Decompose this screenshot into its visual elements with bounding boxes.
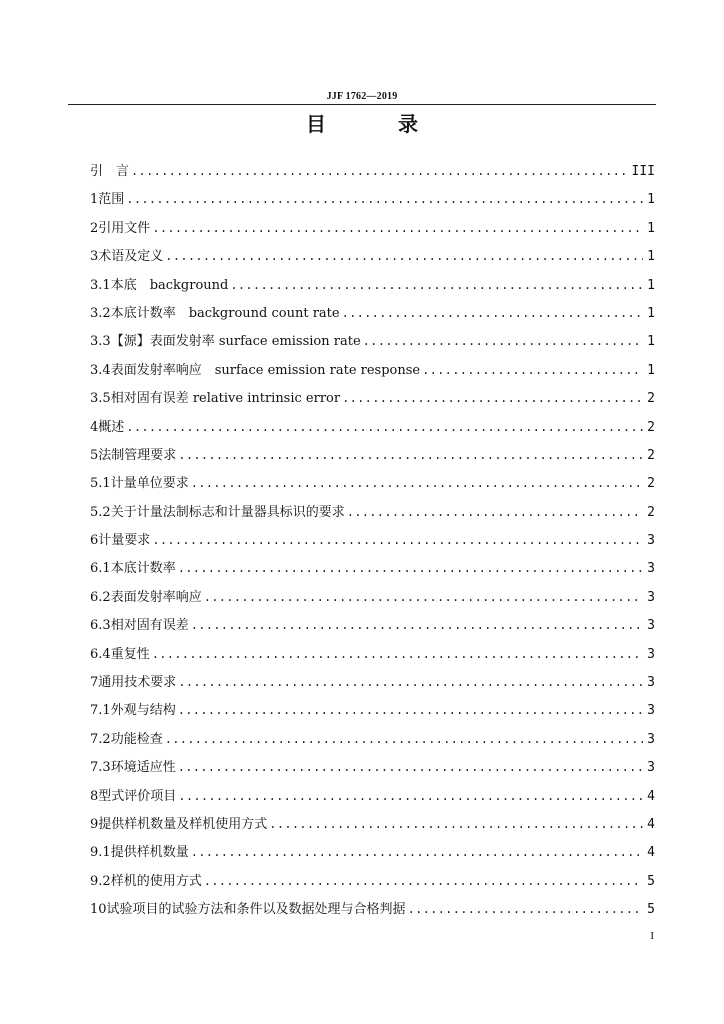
toc-leader-dots: [126, 185, 643, 213]
toc-entry-number: 3.4: [90, 362, 111, 378]
toc-leader-dots: [269, 810, 643, 838]
table-of-contents: [90, 157, 655, 924]
toc-entry[interactable]: [90, 611, 655, 639]
toc-leader-dots: [178, 554, 643, 582]
toc-leader-dots: [230, 271, 643, 299]
toc-page-ref: 3: [647, 703, 655, 719]
toc-entry-number: 3.2: [90, 305, 111, 321]
toc-entry[interactable]: [90, 554, 655, 582]
toc-page-ref: 3: [647, 561, 655, 577]
toc-page-ref: 5: [647, 902, 655, 918]
toc-entry-number: 9.1: [90, 845, 111, 861]
toc-entry[interactable]: [90, 157, 655, 185]
toc-entry-number: 5.1: [90, 476, 111, 492]
toc-leader-dots: [191, 611, 643, 639]
toc-leader-dots: [126, 413, 643, 441]
toc-page-ref: III: [631, 164, 655, 179]
toc-page-ref: 1: [647, 334, 655, 350]
toc-entry-title: 术语及定义: [98, 249, 164, 265]
toc-entry-number: 7.3: [90, 760, 111, 776]
toc-leader-dots: [191, 469, 643, 497]
toc-leader-dots: [152, 526, 643, 554]
toc-leader-dots: [178, 753, 643, 781]
toc-entry[interactable]: [90, 640, 655, 668]
toc-entry-number: 6.3: [90, 618, 111, 634]
toc-entry-title: 【源】表面发射率 surface emission rate: [110, 334, 361, 350]
toc-entry-number: 7.1: [90, 703, 111, 719]
toc-leader-dots: [347, 498, 643, 526]
toc-entry-title: 本底计数率 background count rate: [110, 305, 340, 321]
toc-entry-number: 2: [90, 220, 99, 236]
toc-entry-number: 3.1: [90, 277, 111, 293]
toc-entry-title: 引用文件: [98, 220, 151, 236]
toc-page-ref: 3: [647, 589, 655, 605]
toc-entry[interactable]: [90, 356, 655, 384]
toc-page-ref: 3: [647, 675, 655, 691]
toc-entry-title: 功能检查: [110, 731, 163, 747]
toc-title: 目 录: [306, 112, 444, 136]
toc-entry-number: 3.5: [90, 391, 111, 407]
toc-page-ref: 4: [647, 845, 655, 861]
toc-page-ref: 4: [647, 788, 655, 804]
toc-entry-number: 6.4: [90, 646, 111, 662]
toc-entry-title: 外观与结构: [110, 703, 176, 719]
toc-entry-number: 10: [90, 902, 107, 918]
toc-entry-title: 概述: [98, 419, 125, 435]
toc-entry[interactable]: [90, 413, 655, 441]
toc-entry-title: 计量单位要求: [110, 476, 189, 492]
toc-entry-number: 4: [90, 419, 99, 435]
toc-page-ref: 3: [647, 731, 655, 747]
toc-page-ref: 1: [647, 362, 655, 378]
toc-entry-number: 5.2: [90, 504, 111, 520]
toc-leader-dots: [165, 725, 643, 753]
toc-page-ref: 5: [647, 873, 655, 889]
toc-entry-number: 8: [90, 788, 99, 804]
toc-entry-number: 7: [90, 675, 99, 691]
toc-leader-dots: [178, 782, 643, 810]
toc-entry[interactable]: [90, 271, 655, 299]
toc-entry-number: 5: [90, 447, 99, 463]
toc-entry[interactable]: [90, 725, 655, 753]
toc-page-ref: 2: [647, 447, 655, 463]
toc-entry-number: 6.1: [90, 561, 111, 577]
toc-page-ref: 3: [647, 618, 655, 634]
toc-leader-dots: [342, 384, 643, 412]
toc-entry-number: 1: [90, 192, 99, 208]
toc-entry-title: 型式评价项目: [98, 788, 177, 804]
toc-page-ref: 2: [647, 391, 655, 407]
toc-entry-title: 相对固有误差: [110, 618, 189, 634]
toc-leader-dots: [408, 895, 644, 923]
toc-entry[interactable]: [90, 696, 655, 724]
toc-leader-dots: [178, 696, 643, 724]
toc-entry-number: 3.3: [90, 334, 111, 350]
toc-leader-dots: [191, 838, 643, 866]
toc-entry-number: 7.2: [90, 731, 111, 747]
toc-entry-title: 重复性: [110, 646, 150, 662]
toc-page-ref: 2: [647, 476, 655, 492]
standard-code-header: JJF 1762—2019: [326, 91, 398, 102]
toc-page-ref: 2: [647, 504, 655, 520]
toc-entry-number: 6: [90, 533, 99, 549]
toc-entry[interactable]: [90, 838, 655, 866]
toc-entry[interactable]: [90, 753, 655, 781]
toc-page-ref: 1: [647, 192, 655, 208]
toc-page-ref: 4: [647, 816, 655, 832]
toc-page-ref: 2: [647, 419, 655, 435]
toc-entry-title: 通用技术要求: [98, 675, 177, 691]
toc-entry[interactable]: [90, 668, 655, 696]
toc-page-ref: 3: [647, 760, 655, 776]
toc-entry-title: 试验项目的试验方法和条件以及数据处理与合格判据: [106, 902, 406, 918]
toc-entry[interactable]: [90, 384, 655, 412]
toc-leader-dots: [204, 583, 643, 611]
toc-entry[interactable]: [90, 242, 655, 270]
toc-page-ref: 3: [647, 646, 655, 662]
toc-leader-dots: [204, 867, 643, 895]
toc-entry[interactable]: [90, 810, 655, 838]
toc-page-ref: 1: [647, 305, 655, 321]
toc-entry-title: 提供样机数量: [110, 845, 189, 861]
toc-entry-title: 相对固有误差 relative intrinsic error: [110, 391, 341, 407]
toc-entry-title: 范围: [98, 192, 125, 208]
toc-entry[interactable]: [90, 498, 655, 526]
toc-entry[interactable]: [90, 327, 655, 355]
toc-leader-dots: [152, 214, 643, 242]
toc-leader-dots: [363, 327, 644, 355]
toc-leader-dots: [342, 299, 644, 327]
toc-entry-number: 3: [90, 249, 99, 265]
toc-entry-title: 提供样机数量及样机使用方式: [98, 816, 268, 832]
toc-entry-number: 9: [90, 816, 99, 832]
toc-entry[interactable]: [90, 782, 655, 810]
toc-entry[interactable]: [90, 867, 655, 895]
toc-leader-dots: [178, 441, 643, 469]
toc-entry-title: 样机的使用方式: [110, 873, 202, 889]
toc-page-ref: 1: [647, 277, 655, 293]
toc-entry-title: 表面发射率响应: [110, 589, 202, 605]
toc-entry[interactable]: [90, 214, 655, 242]
toc-leader-dots: [165, 242, 643, 270]
toc-leader-dots: [422, 356, 643, 384]
toc-entry-title: 本底 background: [110, 277, 229, 293]
page-number: I: [650, 930, 654, 942]
toc-entry-number: 引 言: [90, 164, 130, 179]
toc-entry[interactable]: [90, 583, 655, 611]
toc-leader-dots: [131, 157, 628, 185]
toc-entry-title: 环境适应性: [110, 760, 176, 776]
toc-entry[interactable]: [90, 526, 655, 554]
toc-leader-dots: [152, 640, 643, 668]
toc-entry-title: 本底计数率: [110, 561, 176, 577]
toc-entry[interactable]: [90, 469, 655, 497]
toc-entry-number: 6.2: [90, 589, 111, 605]
toc-entry-title: 关于计量法制标志和计量器具标识的要求: [110, 504, 345, 520]
toc-entry[interactable]: [90, 299, 655, 327]
toc-page-ref: 1: [647, 249, 655, 265]
toc-entry[interactable]: [90, 895, 655, 923]
header-divider: [68, 104, 656, 105]
toc-entry-title: 表面发射率响应 surface emission rate response: [110, 362, 421, 378]
toc-entry[interactable]: [90, 185, 655, 213]
toc-entry-title: 法制管理要求: [98, 447, 177, 463]
toc-entry-title: 计量要求: [98, 533, 151, 549]
toc-entry[interactable]: [90, 441, 655, 469]
toc-entry-number: 9.2: [90, 873, 111, 889]
toc-page-ref: 3: [647, 533, 655, 549]
toc-leader-dots: [178, 668, 643, 696]
toc-page-ref: 1: [647, 220, 655, 236]
